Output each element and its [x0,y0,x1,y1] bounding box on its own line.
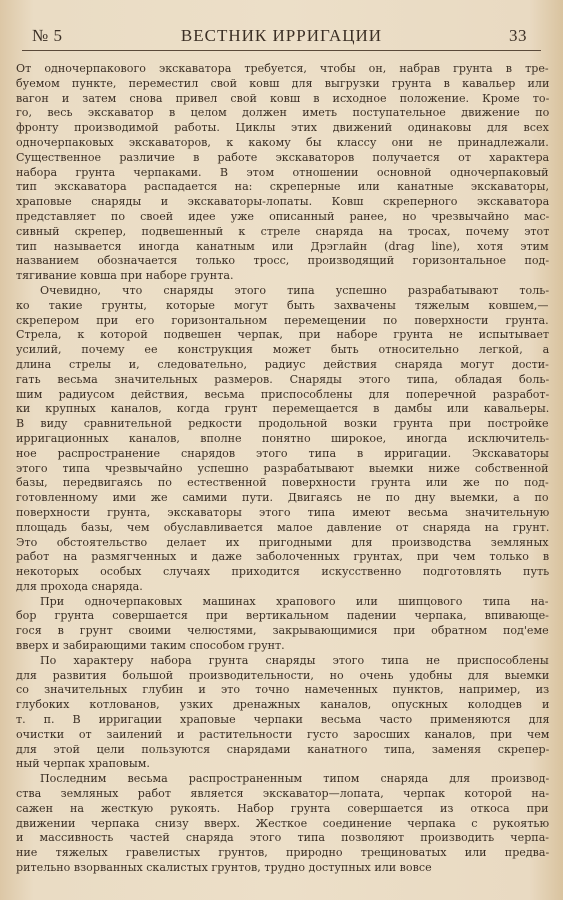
text-line: базы, передвигаясь по естественной поверхности грунта или же по под- [16,476,549,490]
text-line: От одночерпакового экскаватора требуется, чтобы он, набрав грунта в тре- [16,62,549,75]
text-line: Очевидно, что снаряды этого типа успешно разрабатывают толь- [40,283,549,297]
text-line: и массивность частей снаряда этого типа позволяют производить черпа- [16,831,549,845]
text-line: гать весьма значительных размеров. Снаряды этого типа, обладая боль- [16,372,549,386]
text-line: сивный скрепер, подвешенный к стреле снаряда на тросах, почему этот [16,224,549,238]
text-line: вагон и затем снова привел свой ковш в исходное положение. Кроме то- [16,91,549,105]
text-line: храповые снаряды и экскаваторы-лопаты. Ковш скреперного экскаватора [16,195,549,209]
text-line: тип называется иногда канатным или Дрэглайн (drag line), хотя этим [16,239,549,253]
text-line: го, весь экскаватор в целом должен иметь поступательное движение по [16,106,549,120]
text-line: ко такие грунты, которые могут быть захвачены тяжелым ковшем,— [16,298,549,312]
text-line: усилий, почему ее конструкция может быть относительно легкой, а [16,343,549,357]
text-line: рительно взорванных скалистых грунтов, трудно доступных или вовсе [16,861,432,875]
text-line: фронту производимой работы. Циклы этих движений одинаковы для всех [16,121,549,135]
article-body [16,62,549,876]
issue-number: № 5 [32,26,63,45]
paragraph [16,62,549,284]
text-line: готовленному ими же самими пути. Двигаясь не по дну выемки, а по [16,491,549,505]
text-line: набора грунта черпаками. В этом отношении основной одночерпаковый [16,165,549,179]
paragraph [16,654,549,772]
text-line: глубоких котлованов, узких дренажных каналов, опускных колодцев и [16,698,549,712]
text-line: Последним весьма распространенным типом снаряда для производ- [40,772,549,786]
text-line: Существенное различие в работе экскаваторов получается от характера [16,150,549,164]
text-line: названием обозначается только тросс, производящий горизонтальное под- [16,254,549,268]
text-line: для этой цели пользуются снарядами канатного типа, заменяя скрепер- [16,742,549,756]
text-line: вверх и забирающими таким способом грунт. [16,639,285,653]
text-line: некоторых особых случаях приходится искусственно подготовлять путь [16,565,549,579]
text-line: По характеру набора грунта снаряды этого типа не приспособлены [40,653,549,667]
page-number: 33 [509,26,527,45]
paragraph [16,284,549,595]
journal-title: ВЕСТНИК ИРРИГАЦИИ [180,26,383,45]
text-line: для развития большой производительности, но очень удобны для выемки [16,668,549,682]
text-line: представляет по своей идее уже описанный ранее, но чрезвычайно мас- [16,209,549,223]
text-line: ный черпак храповым. [16,757,150,771]
text-line: очистки от заилений и растительности густо заросших каналов, при чем [16,727,549,741]
text-line: поверхности грунта, экскаваторы этого типа имеют весьма значительную [16,505,549,519]
text-line: сажен на жесткую рукоять. Набор грунта совершается из откоса при [16,801,549,815]
page-header [22,22,541,51]
text-line: В виду сравнительной редкости продольной возки грунта при постройке [16,417,549,431]
text-line: ирригационных каналов, вполне понятно широкое, иногда исключитель- [16,431,549,445]
text-line: ние тяжелых гравелистых грунтов, природно трещиноватых или предва- [16,846,549,860]
text-line: шим радиусом действия, весьма приспособлены для поперечной разработ- [16,387,549,401]
text-line: бор грунта совершается при вертикальном падении черпака, впивающе- [16,609,549,623]
text-line: со значительных глубин и это точно намеченных пунктов, например, из [16,683,549,697]
text-line: работ на размягченных и даже заболоченных грунтах, при чем только в [16,550,549,564]
text-line: площадь базы, чем обуславливается малое давление от снаряда на грунт. [16,520,549,534]
text-line: для прохода снаряда. [16,579,143,593]
text-line: При одночерпаковых машинах храпового или шипцового типа на- [40,594,549,608]
text-line: длина стрелы и, следовательно, радиус действия снаряда могут дости- [16,357,549,371]
text-line: тягивание ковша при наборе грунта. [16,269,234,283]
paragraph [16,595,549,654]
text-line: тип экскаватора распадается на: скреперные или канатные экскаваторы, [16,180,549,194]
text-line: движении черпака снизу вверх. Жесткое соединение черпака с рукоятью [16,816,549,830]
text-line: одночерпаковых экскаваторов, к какому бы классу они не принадлежали. [16,135,549,149]
text-line: скрепером при его горизонтальном перемещении по поверхности грунта. [16,313,549,327]
paragraph [16,772,549,876]
text-line: Стрела, к которой подвешен черпак, при наборе грунта не испытывает [16,328,549,342]
text-line: гося в грунт своими челюстями, закрывающимися при обратном под'еме [16,624,549,638]
text-line: ное распространение снарядов этого типа в ирригации. Экскаваторы [16,446,549,460]
text-line: буемом пункте, переместил свой ковш для выгрузки грунта в кавальер или [16,76,549,90]
text-line: Это обстоятельство делает их пригодными для производства земляных [16,535,549,549]
text-line: этого типа чрезвычайно успешно разрабатывают выемки ниже собственной [16,461,549,475]
text-line: ства земляных работ является экскаватор—лопата, черпак которой на- [16,787,549,801]
text-line: ки крупных каналов, когда грунт перемещается в дамбы или кавальеры. [16,402,549,416]
text-line: т. п. В ирригации храповые черпаки весьма часто применяются для [16,713,549,727]
